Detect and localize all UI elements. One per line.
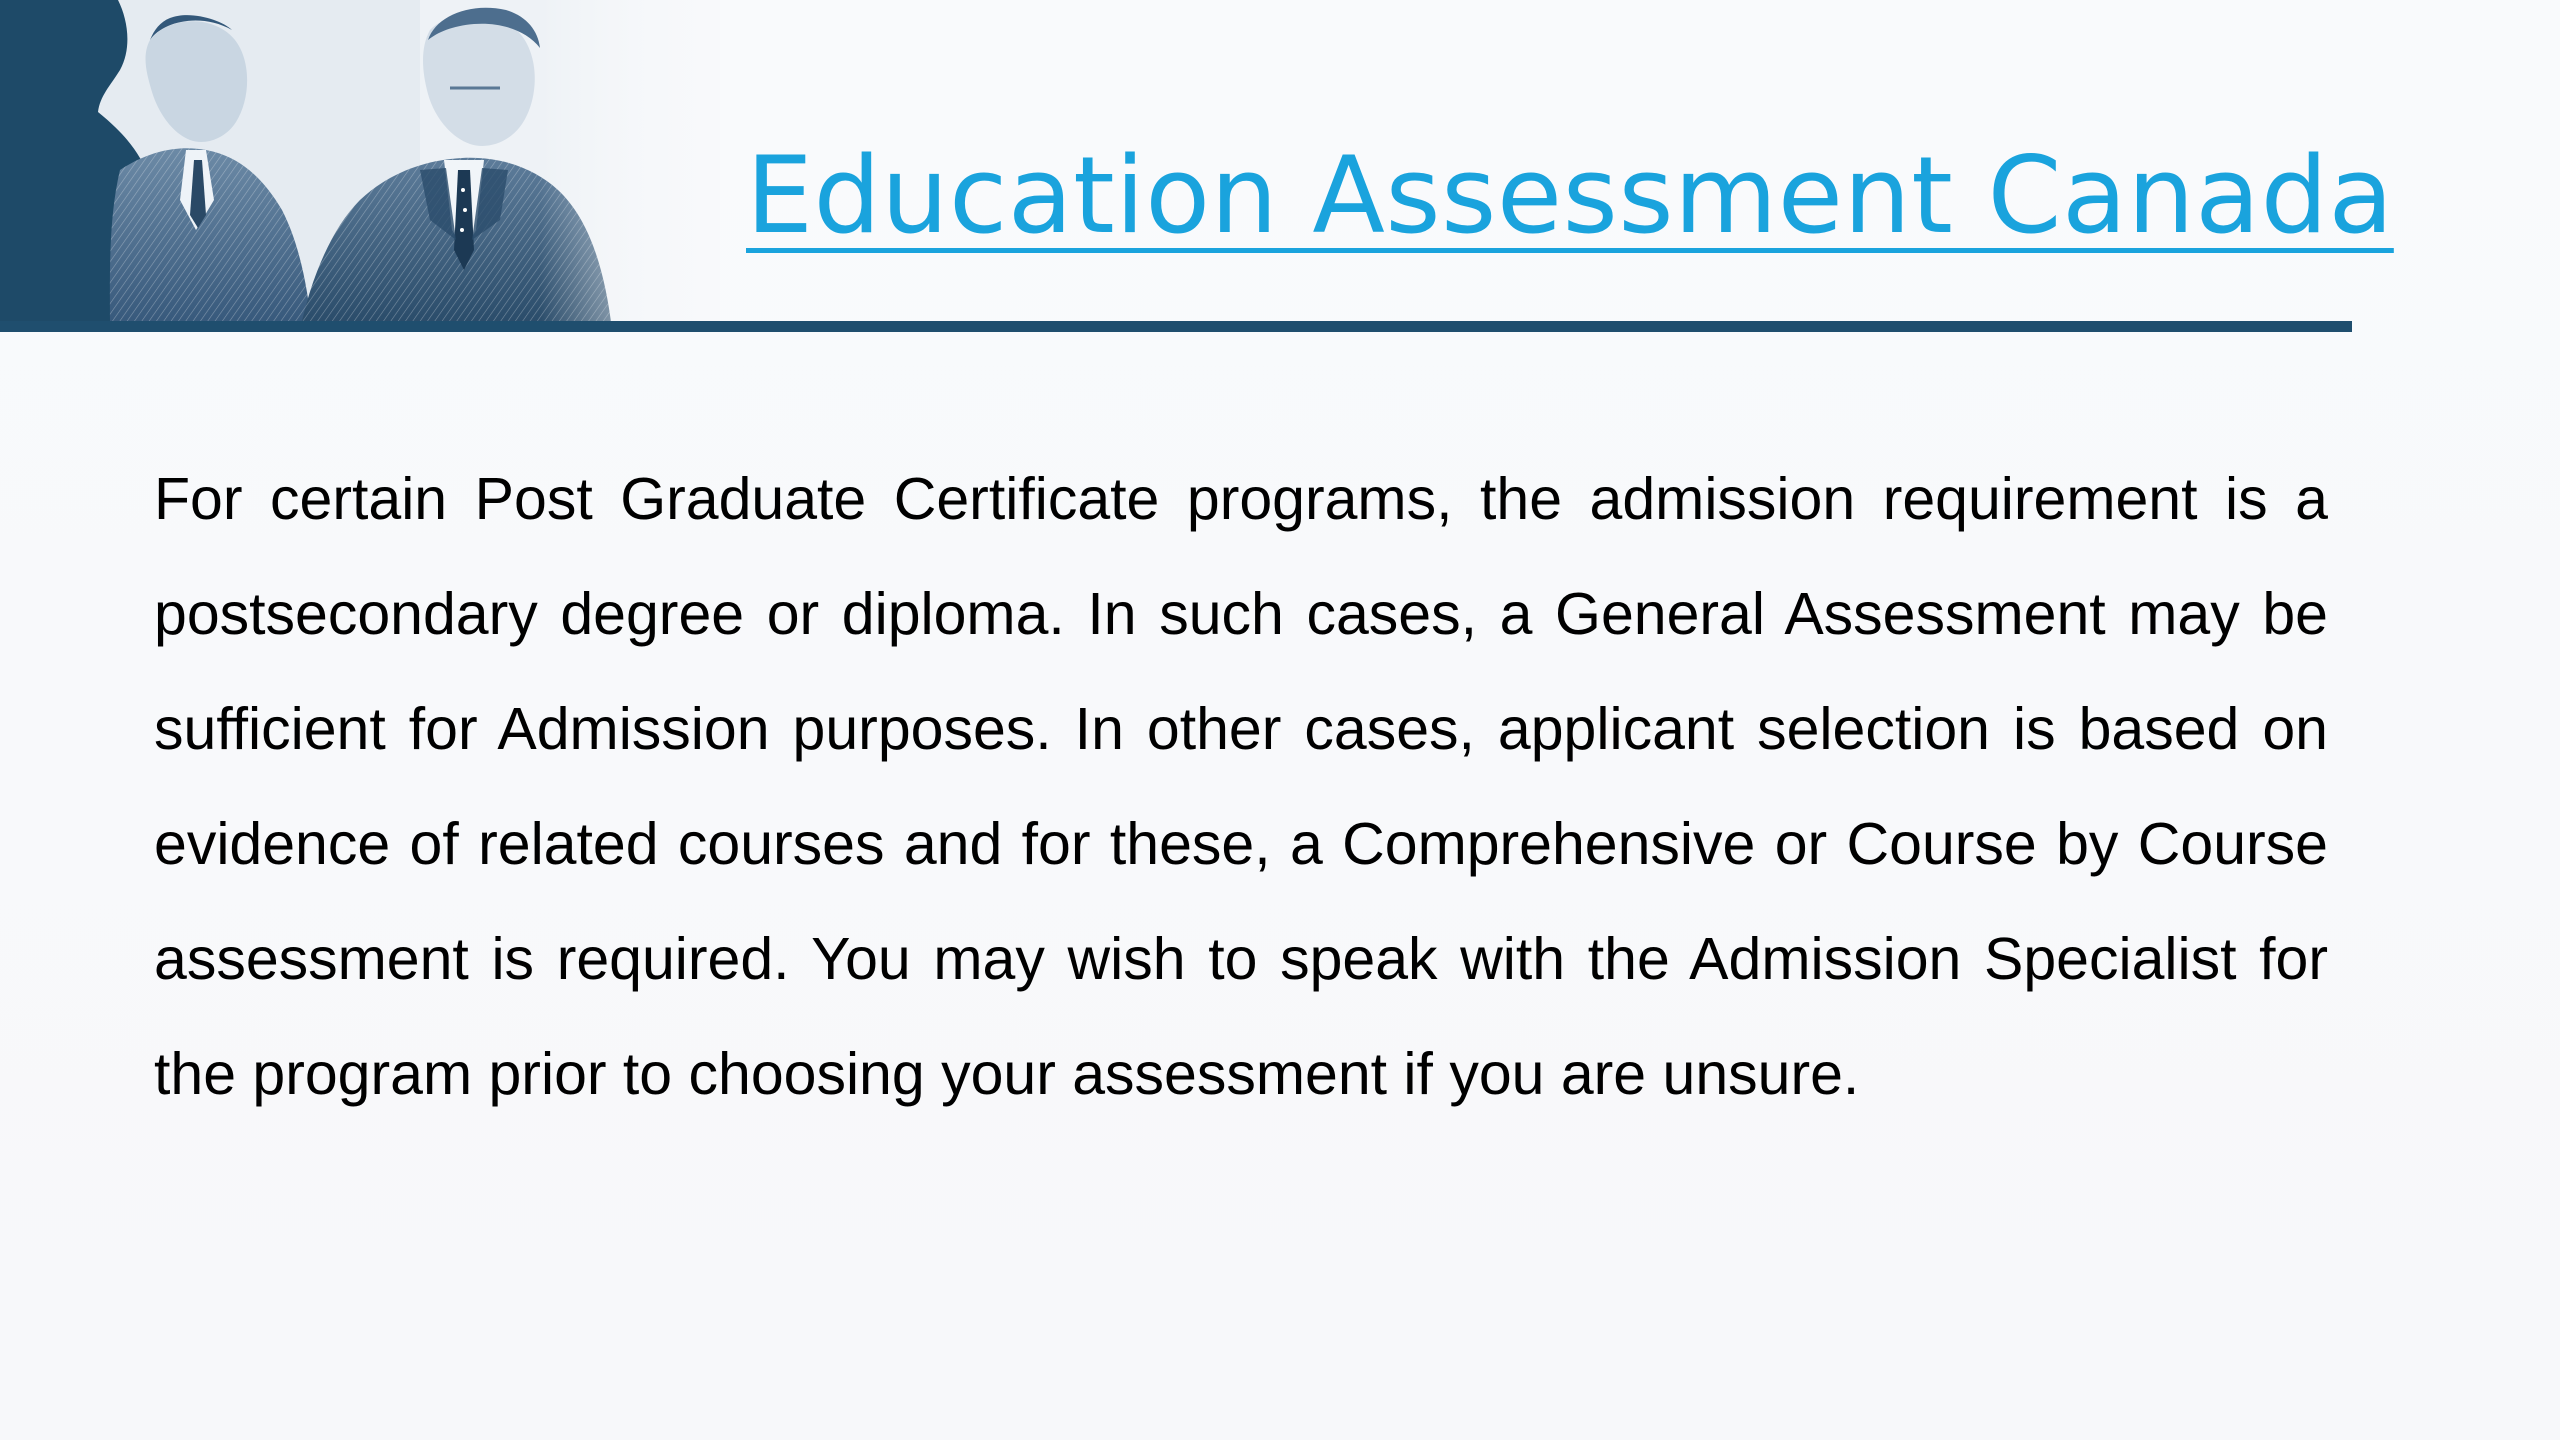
- slide-title[interactable]: Education Assessment Canada: [746, 134, 2394, 257]
- header-divider: [0, 321, 2352, 332]
- business-people-sketch-icon: [0, 0, 720, 330]
- slide-body-text: For certain Post Graduate Certificate programs, the admission requirement is a postsecondary degree or diploma. In such cases, a General Assessment may be sufficient for Admission purposes. In other cases, applicant selection is based on evidence of related courses and for these, a Comprehensive or Course by Course assessment is required. You may wish to speak with the Admission Specialist for the program prior to choosing your assessment if you are unsure.: [154, 466, 2328, 1107]
